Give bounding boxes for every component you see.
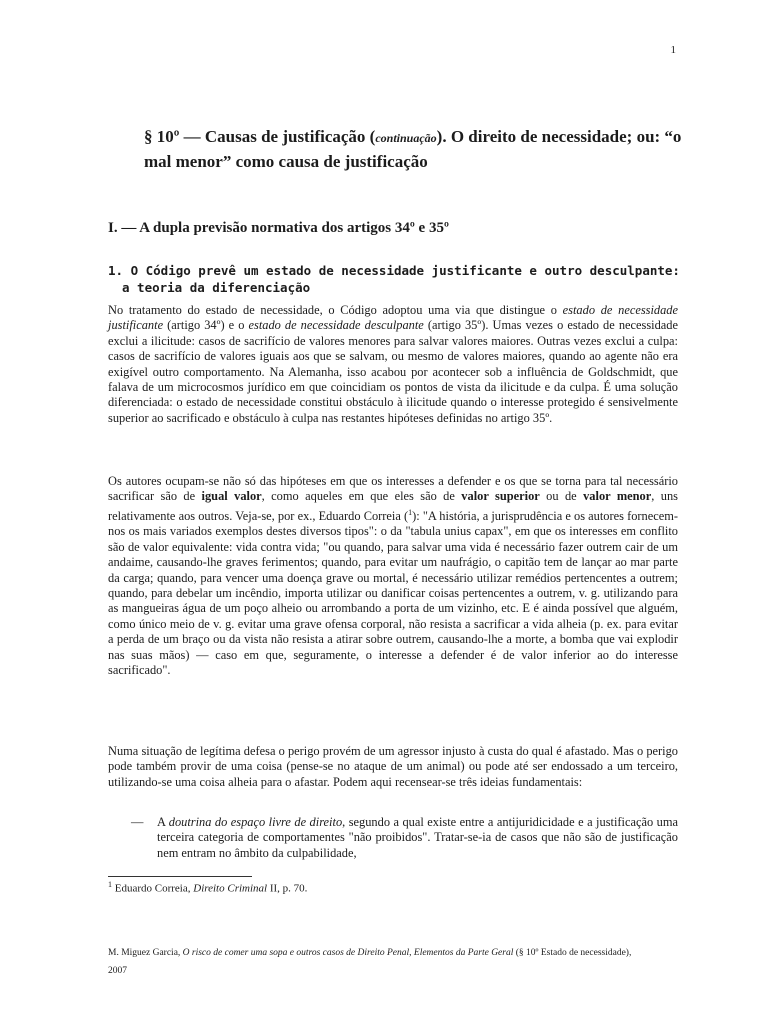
page-footer: M. Miguez Garcia, O risco de comer uma sopa e outros casos de Direito Penal, Elementos da Parte Geral (§ 10º Estado de necessidade), 2007 <box>108 948 632 976</box>
footnote-reference[interactable]: 1 <box>408 507 413 517</box>
footnote-divider <box>108 876 252 877</box>
chapter-title: § 10º — Causas de justificação (continuação). O direito de necessidade; ou: “o mal menor” como causa de justificação <box>144 127 682 171</box>
page-number: 1 <box>670 44 676 56</box>
dash-bullet: — <box>131 815 144 829</box>
footnote: $^1$ Eduardo Correia, Direito Criminal II, p. 70. <box>108 880 308 895</box>
subsection-title: 1. O Código prevê um estado de necessidade justificante e outro desculpante: a teoria da diferenciação <box>108 263 680 295</box>
section-title: I. — A dupla previsão normativa dos artigos 34º e 35º <box>108 220 449 236</box>
paragraph-3: Numa situação de legítima defesa o perigo provém de um agressor injusto à custa do qual é afastado. Mas o perigo pode também provir de uma coisa (pense-se no ataque de um animal) ou pode até ser endossado a um terceiro, utilizando-se uma coisa alheia para o afastar. Podem aqui recensear-se três ideias fundamentais: <box>108 744 678 789</box>
paragraph-1: No tratamento do estado de necessidade, o Código adoptou uma via que distingue o estado de necessidade justificante (artigo 34º) e o estado de necessidade desculpante (artigo 35º). Umas vezes o estado de necessidade exclui a ilicitude: casos de sacrifício de valores menores para salvar valores maiores. Outras vezes exclui a culpa: casos de sacrifício de valores iguais aos que se salvam, ou mesmo de valores maiores, quando ao agente não era exigível outro comportamento. Na Alemanha, isso acabou por acontecer sob a influência de Goldschmidt, que falava de um microcosmos jurídico em que coincidiam os pontos de vista da ilicitude e da culpa. É uma solução diferenciada: o estado de necessidade constitui obstáculo à ilicitude quando o interesse protegido é sensivelmente superior ao sacrificado e obstáculo à culpa nas restantes hipóteses definidas no artigo 35º. <box>108 303 679 425</box>
paragraph-2: Os autores ocupam-se não só das hipóteses em que os interesses a defender e os que se torna para tal necessário sacrificar são de igual valor, como aqueles em que eles são de valor superior ou de valor menor, uns relativamente aos outros. Veja-se, por ex., Eduardo Correia ($^1$): "A história, a jurisprudência e os autores fornecem-nos os mais variados exemplos destes diversos tipos": o da "tabula unius capax", em que os interesses em conflito são de valor equivalente: vida contra vida; "ou quando, para salvar uma vida é necessário fazer outrem cair de um andaime, causando-lhe graves ferimentos; quando, para evitar um naufrágio, o capitão tem de lançar ao mar parte da carga; quando, para vencer uma doença grave ou mortal, é necessário utilizar remédios pertencentes a outrem; quando, para debelar um incêndio, importa utilizar ou danificar coisas pertencentes a outrem, v. g. utilizando para as mangueiras água de um poço alheio ou arrombando a porta de um vizinho, etc. E é ainda possível que alguém, como único meio de v. g. evitar uma grave ofensa corporal, não resista a sacrificar a vida alheia (p. ex. para evitar a perda de um braço ou da vista não resista a atirar sobre outrem, causando-lhe a morte, a bomba que vai explodir nas suas mãos) — caso em que, seguramente, o interesse a defender é de valor inferior ao do interesse sacrificado". <box>108 474 678 677</box>
list-item: — A doutrina do espaço livre de direito, segundo a qual existe entre a antijuridicidade e a justificação uma terceira categoria de comportamentes "não proibidos". Tratar-se-ia de casos que não são de justificação nem entram no âmbito da culpabilidade, <box>131 815 678 860</box>
